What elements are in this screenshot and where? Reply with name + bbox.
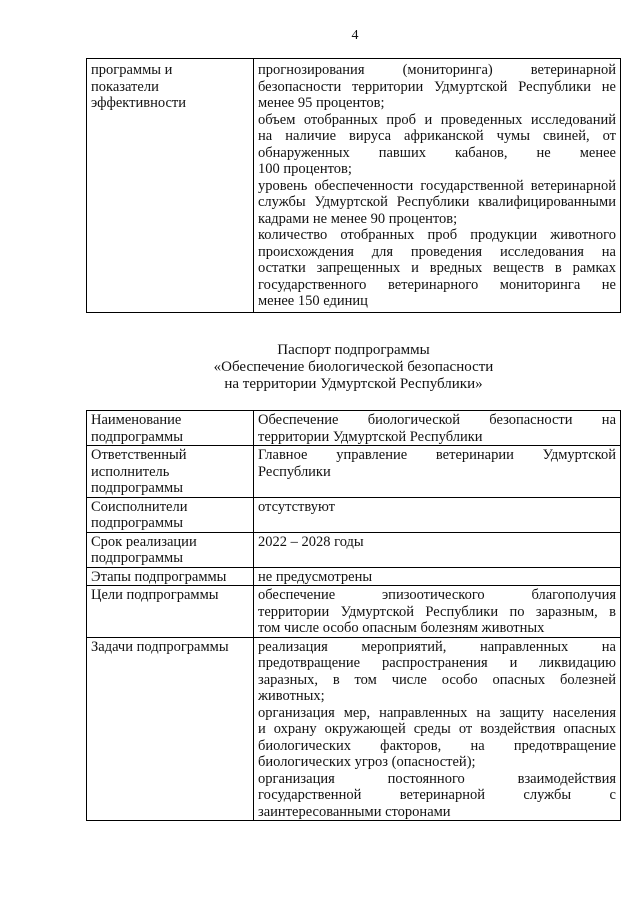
row-label-cell — [87, 59, 254, 313]
row-label-cell — [87, 446, 254, 498]
label-line: подпрограммы — [91, 428, 183, 445]
value-line: менее 95 процентов; — [258, 95, 385, 111]
value-line: территории Удмуртской Республики по заразным, в — [258, 603, 616, 620]
value-line: государственного ветеринарного мониторинга не — [258, 276, 616, 293]
row-value-cell — [254, 637, 621, 821]
value-line: заинтересованными сторонами — [258, 803, 451, 820]
table-row — [87, 411, 621, 446]
row-value-cell — [254, 497, 621, 532]
value-line: предотвращение распространения и ликвидацию — [258, 655, 616, 671]
label-line: подпрограммы — [91, 480, 183, 496]
table-row — [87, 497, 621, 532]
value-line: прогнозирования (мониторинга) ветеринарной — [258, 62, 616, 78]
row-value-cell — [254, 586, 621, 638]
label-line: подпрограммы — [91, 515, 183, 531]
row-value-cell — [254, 446, 621, 498]
value-line: не предусмотрены — [258, 568, 373, 585]
value-line: организация постоянного взаимодействия — [258, 770, 616, 787]
value-line: Обеспечение биологической безопасности на — [258, 412, 616, 428]
label-line: Соисполнители — [91, 498, 188, 515]
value-line: обеспечение эпизоотического благополучия — [258, 587, 616, 603]
value-line: 2022 – 2028 годы — [258, 533, 364, 550]
value-line: животных; — [258, 688, 325, 704]
label-line: показатели — [91, 78, 159, 95]
value-line: Главное управление ветеринарии Удмуртской — [258, 447, 616, 463]
label-line: Задачи подпрограммы — [91, 638, 229, 655]
value-line: происхождения для проведения исследования на — [258, 243, 616, 260]
table-row — [87, 446, 621, 498]
value-line: 100 процентов; — [258, 161, 352, 177]
value-line: остатки запрещенных и вредных веществ в рамках — [258, 260, 616, 276]
row-label-cell — [87, 411, 254, 446]
value-line: реализация мероприятий, направленных на — [258, 638, 616, 655]
value-line: обнаруженных павших кабанов, не менее — [258, 144, 616, 161]
table-row — [87, 59, 621, 313]
label-line: Цели подпрограммы — [91, 587, 219, 603]
value-line: количество отобранных проб продукции животного — [258, 227, 616, 243]
value-line: кадрами не менее 90 процентов; — [258, 210, 458, 227]
label-line: исполнитель — [91, 463, 170, 480]
value-line: и охрану окружающей среды от воздействия опасных — [258, 721, 616, 737]
table-row — [87, 586, 621, 638]
label-line: программы и — [91, 62, 173, 78]
row-label-cell — [87, 586, 254, 638]
subprogram-passport-heading — [86, 342, 621, 393]
value-line: менее 150 единиц — [258, 293, 368, 309]
value-line: отсутствуют — [258, 498, 335, 515]
label-line: Ответственный — [91, 447, 187, 463]
label-line: Этапы подпрограммы — [91, 568, 227, 585]
row-label-cell — [87, 497, 254, 532]
value-line: безопасности территории Удмуртской Республики не — [258, 78, 616, 95]
table-row — [87, 567, 621, 586]
value-line: государственной ветеринарной службы с — [258, 787, 616, 803]
value-line: биологических факторов, на предотвращение — [258, 737, 616, 754]
value-line: биологических угроз (опасностей); — [258, 754, 476, 770]
row-value-cell — [254, 567, 621, 586]
label-line: эффективности — [91, 95, 186, 111]
heading-line: Паспорт подпрограммы — [277, 342, 430, 358]
label-line: подпрограммы — [91, 550, 183, 566]
program-indicators-table — [86, 58, 621, 313]
row-value-cell — [254, 59, 621, 313]
value-line: заразных, в том числе особо опасных болезней — [258, 671, 616, 688]
label-line: Срок реализации — [91, 533, 197, 550]
value-line: организация мер, направленных на защиту населения — [258, 704, 616, 721]
value-line: на наличие вируса африканской чумы свиней, от — [258, 128, 616, 144]
value-line: службы Удмуртской Республики квалифицированными — [258, 194, 616, 210]
value-line: Республики — [258, 463, 331, 480]
page-number: 4 — [351, 28, 359, 43]
value-line: уровень обеспеченности государственной ветеринарной — [258, 177, 616, 194]
table-row — [87, 637, 621, 821]
value-line: объем отобранных проб и проведенных исследований — [258, 111, 616, 128]
row-label-cell — [87, 567, 254, 586]
row-value-cell — [254, 411, 621, 446]
heading-line: на территории Удмуртской Республики» — [224, 376, 483, 392]
value-line: территории Удмуртской Республики — [258, 428, 483, 445]
row-value-cell — [254, 532, 621, 567]
label-line: Наименование — [91, 412, 182, 428]
table-row — [87, 532, 621, 567]
value-line: том числе особо опасным болезням животных — [258, 620, 545, 636]
row-label-cell — [87, 637, 254, 821]
heading-line: «Обеспечение биологической безопасности — [213, 359, 494, 375]
row-label-cell — [87, 532, 254, 567]
subprogram-passport-table — [86, 410, 621, 821]
